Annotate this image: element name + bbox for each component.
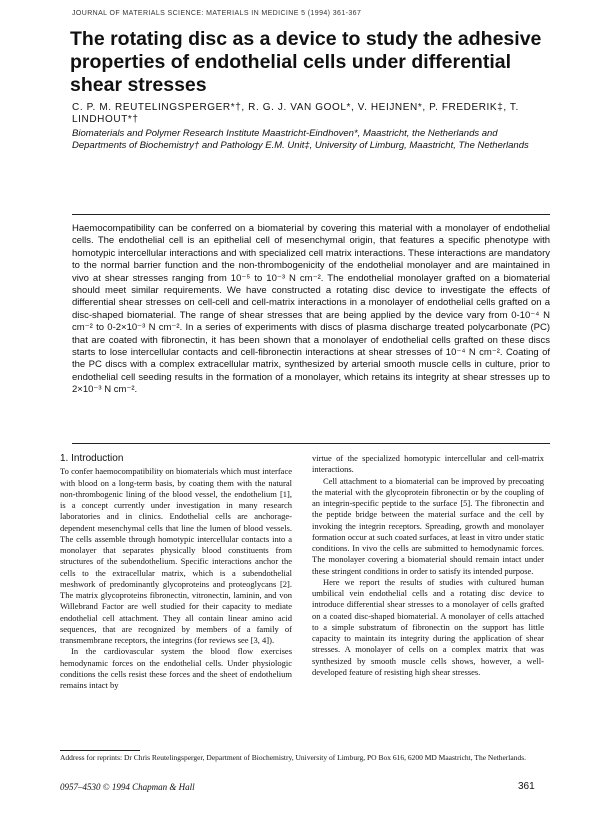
issn-line: 0957–4530 © 1994 Chapman & Hall (60, 782, 195, 792)
body-paragraph: Here we report the results of studies with cultured human umbilical vein endothelial cells and a rotating disc device to introduce differential shear stresses to a monolayer of cells grafted on a coated disc-shaped biomaterial. A monolayer of cells attached to a simple substratum of fibronectin on the support has little capacity to maintain its integrity during the application of shear stresses. A monolayer of cells on a complex matrix that was synthesized by smooth muscle cells shows, however, a well-developed feature of resisting high shear stresses. (312, 576, 544, 677)
body-paragraph: virtue of the specialized homotypic intercellular and cell-matrix interactions. (312, 453, 544, 475)
footnote-rule (60, 750, 140, 751)
journal-header: JOURNAL OF MATERIALS SCIENCE: MATERIALS IN MEDICINE 5 (1994) 361-367 (72, 10, 362, 17)
body-paragraph: Cell attachment to a biomaterial can be improved by precoating the material with the glycoprotein fibronectin or by the coupling of an integrin-specific peptide to the surface [5]. The fibronectin and the peptide bridge between the material surface and the cell by invoking the integrin receptors. Spreading, growth and monolayer formation occur at such coated surfaces, at least in vitro under static conditions. In vivo the cells are submitted to hemodynamic forces. The monolayer covering a biomaterial should remain intact under these stringent conditions in order to satisfy its intended purpose. (312, 475, 544, 576)
body-paragraph: To confer haemocompatibility on biomaterials which must interface with blood on a long-term basis, by coating them with the natural non-thrombogenic lining of the blood vessel, the endothelium [1], is a concept currently under investigation in many research laboratories and in clinics. Endothelial cells are anchorage-dependent mesenchymal cells that line the lumen of blood vessels. The cells assemble through homotypic intercellular contacts into a monolayer that separates physically blood constituents from structures of the subendothelium. Specific interactions anchor the cells to the extracellular matrix, which is a subendothelial meshwork of predominantly glycoproteins and proteoglycans [2]. The matrix glycoproteins fibronectin, vitronectin, laminin, and von Willebrand Factor are well studied for their capacity to mediate endothelial cell attachment. They all contain linear amino acid sequences, that are recognized by members of a family of transmembrane receptors, the integrins (for reviews see [3, 4]). (60, 466, 292, 645)
article-title: The rotating disc as a device to study the adhesive properties of endothelial cells under differential shear stresses (70, 28, 542, 96)
abstract-top-rule (72, 214, 550, 215)
right-column (312, 453, 544, 678)
affiliation: Biomaterials and Polymer Research Institute Maastricht-Eindhoven*, Maastricht, the Netherlands and Departments of Biochemistry† and Pathology E.M. Unit‡, University of Limburg, Maastricht, The Netherlands (72, 128, 529, 151)
author-list: C. P. M. REUTELINGSPERGER*†, R. G. J. VAN GOOL*, V. HEIJNEN*, P. FREDERIK‡, T. LINDHOUT*† (72, 102, 519, 125)
body-paragraph: In the cardiovascular system the blood flow exercises hemodynamic forces on the endothelial cells. Under physiologic conditions the cells resist these forces and the sheet of endothelium remains intact by (60, 646, 292, 690)
abstract: Haemocompatibility can be conferred on a biomaterial by covering this material with a monolayer of endothelial cells. The endothelial cell is an epithelial cell of mesenchymal origin, that features a specific phenotype with homotypic intercellular interactions and with specialized cell matrix interactions. These interactions are mandatory to the normal barrier function and the non-thrombogenicity of the endothelial monolayer and are maintained in vivo at shear stresses ranging from 10⁻⁵ to 10⁻³ N cm⁻². The endothelial monolayer grafted on a biomaterial should meet similar requirements. We have constructed a rotating disc device to investigate the effects of differential shear stresses on cell-cell and cell-matrix interactions in a monolayer of endothelial cells grafted on a disc-shaped biomaterial. The range of shear stresses that are being applied by the device vary from 0-10⁻⁴ N cm⁻² to 0-2×10⁻³ N cm⁻². In a series of experiments with discs of plasma discharge treated polycarbonate (PC) that are coated with fibronectin, it has been shown that a monolayer of endothelial cells grafted on these discs starts to lose intercellular contacts and cell-fibronectin interactions at shear stresses of 10⁻⁴ N cm⁻². Coating of the PC discs with a complex extracellular matrix, synthesized by arterial smooth muscle cells in culture, prior to endothelial cell seeding results in the formation of a monolayer, which retains its integrity at shear stresses up to 2×10⁻³ N cm⁻². (72, 223, 550, 396)
page-number: 361 (518, 781, 535, 792)
abstract-bottom-rule (72, 443, 550, 444)
left-column (60, 453, 292, 691)
footnote: Address for reprints: Dr Chris Reutelingsperger, Department of Biochemistry, University of Limburg, PO Box 616, 6200 MD Maastricht, The Netherlands. (60, 753, 527, 762)
section-heading: 1. Introduction (60, 453, 124, 464)
